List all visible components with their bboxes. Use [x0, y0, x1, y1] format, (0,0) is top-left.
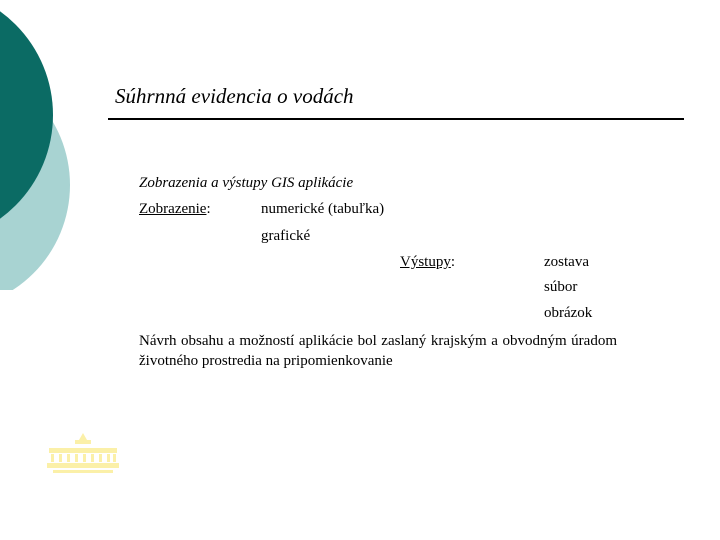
zobrazenie-colon: : [206, 201, 211, 217]
title-divider [108, 118, 684, 120]
zobrazenie-item-graphic: grafické [261, 228, 311, 244]
vystupy-item-report: zostava [544, 254, 589, 270]
vystupy-colon: : [450, 254, 456, 270]
zobrazenie-row [139, 201, 211, 218]
zobrazenie-item-numeric: numerické (tabuľka) [261, 201, 385, 217]
vystupy-item-image: obrázok [544, 305, 593, 321]
vystupy-row [400, 254, 455, 271]
zobrazenie-label: Zobrazenie [139, 201, 207, 217]
proposal-paragraph: Návrh obsahu a možností aplikácie bol zaslaný krajským a obvodným úradom životného prostredia na pripomienkovanie [139, 333, 617, 369]
decorative-circles [0, 0, 80, 290]
vystupy-item-file: súbor [544, 279, 578, 295]
page-title: Súhrnná evidencia o vodách [115, 84, 354, 108]
section-heading: Zobrazenia a výstupy GIS aplikácie [139, 175, 354, 191]
faint-logo [45, 430, 121, 478]
vystupy-label: Výstupy [400, 254, 451, 270]
